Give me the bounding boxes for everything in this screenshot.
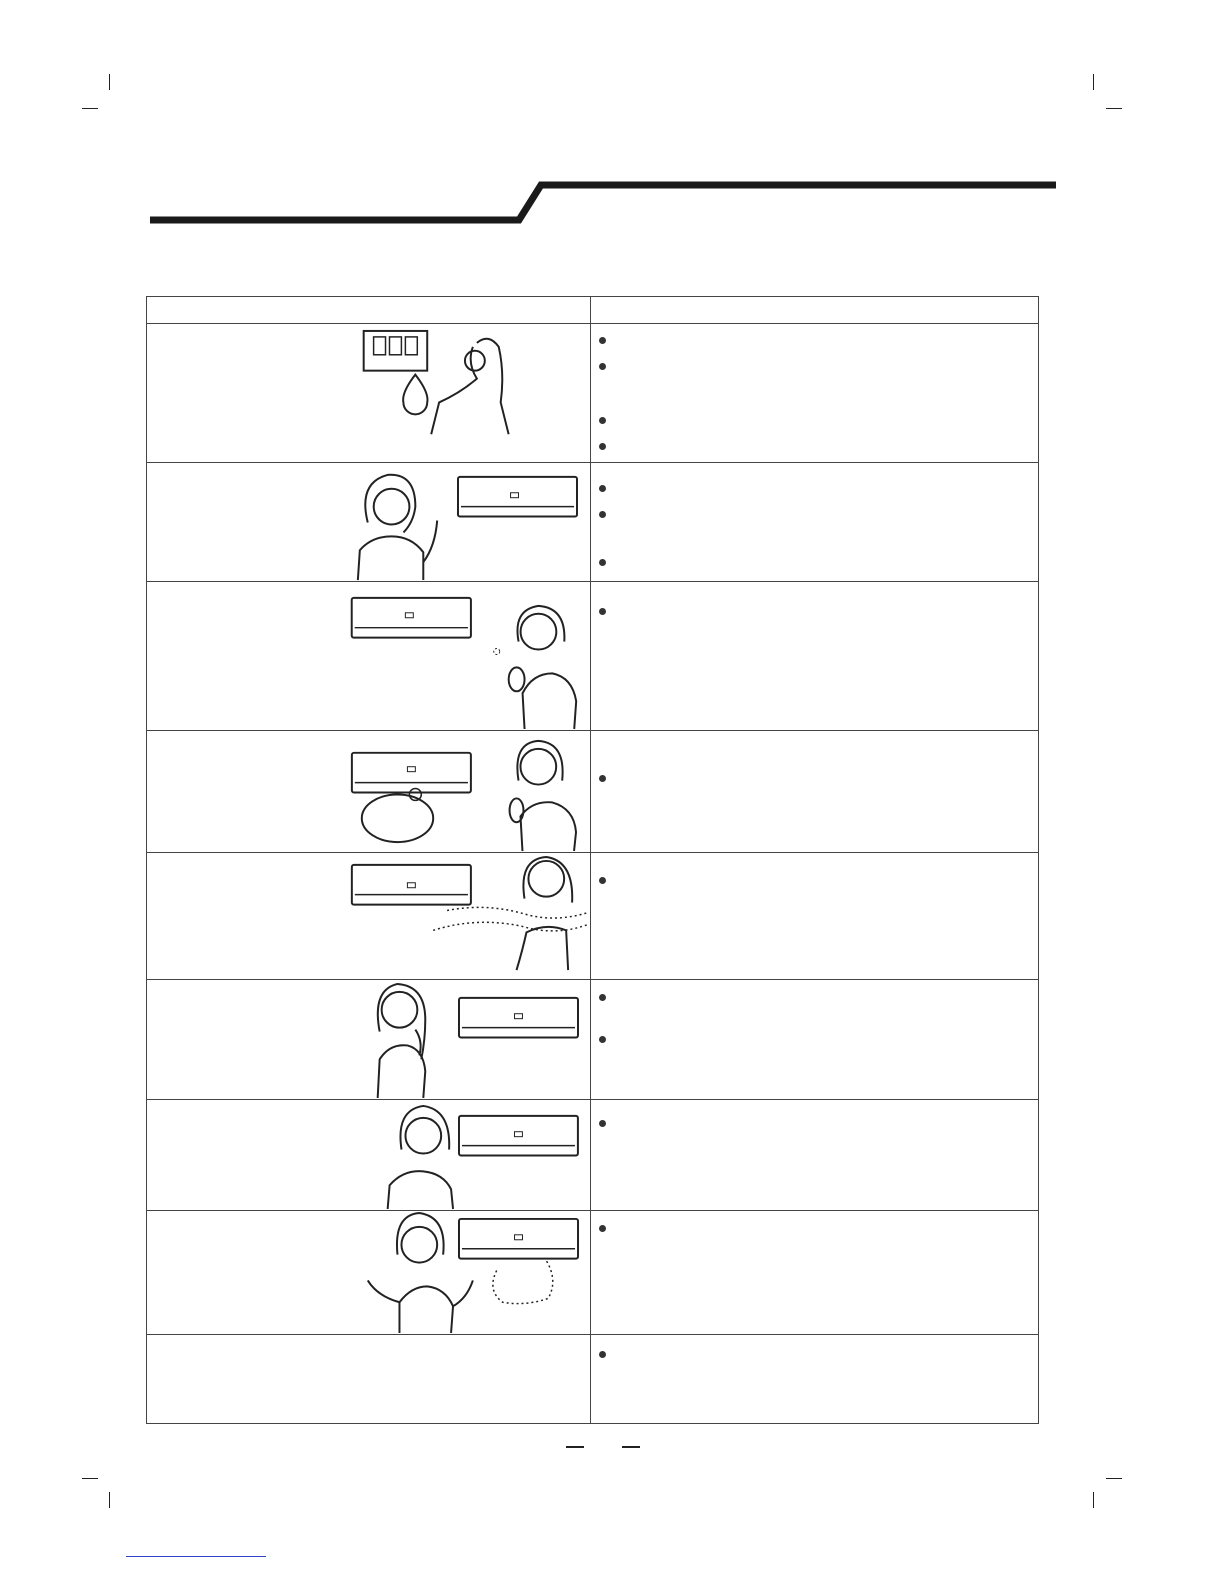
table-row — [147, 323, 1038, 463]
bullet — [599, 363, 606, 370]
bullet — [599, 559, 606, 566]
header-rule — [0, 0, 1224, 240]
bullet — [599, 511, 606, 518]
table-row — [147, 582, 1038, 731]
bullet — [599, 1036, 606, 1043]
troubleshooting-table — [146, 296, 1039, 1424]
bullet — [599, 485, 606, 492]
woman-smell-odor-icon — [327, 853, 589, 979]
table-row — [147, 853, 1038, 980]
table-row — [147, 731, 1038, 853]
table-row — [147, 1335, 1038, 1423]
bullet — [599, 994, 606, 1001]
woman-remote-display-icon — [327, 731, 589, 852]
woman-thinking-unit-icon — [327, 980, 589, 1099]
table-header-row — [147, 297, 1038, 324]
crop-mark-bl-h — [82, 1478, 98, 1479]
table-row — [147, 1211, 1038, 1335]
table-row — [147, 463, 1038, 582]
table-row — [147, 1100, 1038, 1211]
bullet — [599, 1351, 606, 1358]
woman-pointing-indoor-unit-icon — [327, 463, 589, 581]
bullet — [599, 877, 606, 884]
bullet — [599, 417, 606, 424]
footer-link[interactable] — [126, 1556, 266, 1557]
crop-mark-br-h — [1106, 1478, 1122, 1479]
bullet — [599, 1120, 606, 1127]
page-number-mark-left — [566, 1446, 584, 1448]
woman-listening-unit-icon — [327, 1100, 589, 1210]
woman-mist-airflow-icon — [327, 1211, 589, 1334]
fuse-box-woman-icon — [327, 323, 589, 462]
page-number-mark-right — [622, 1446, 640, 1448]
woman-remote-control-icon — [327, 582, 589, 730]
table-row — [147, 980, 1038, 1100]
bullet — [599, 1225, 606, 1232]
bullet — [599, 775, 606, 782]
bullet — [599, 443, 606, 450]
bullet — [599, 608, 606, 615]
crop-mark-br-v — [1093, 1492, 1094, 1508]
bullet — [599, 337, 606, 344]
crop-mark-bl-v — [109, 1492, 110, 1508]
